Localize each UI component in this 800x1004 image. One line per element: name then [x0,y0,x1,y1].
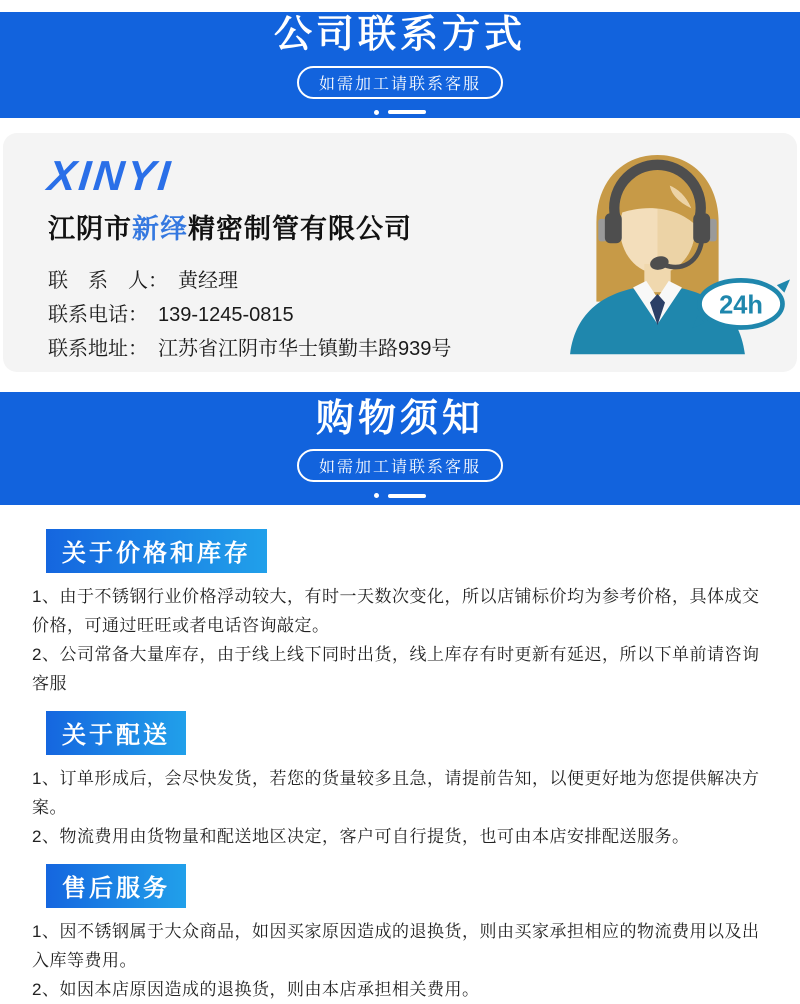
badge-text: 24h [719,291,763,320]
company-card [3,133,797,372]
section-paragraph: 1、因不锈钢属于大众商品，如因买家原因造成的退换货，则由买家承担相应的物流费用以及出入库等费用。 [32,922,760,970]
notice-content [0,505,800,1004]
contact-label: 联系电话： [48,304,148,326]
contact-value: 黄经理 [178,270,238,292]
dot-dash-decoration [374,493,426,498]
deco-dot [374,110,379,115]
page [0,12,800,999]
section-heading: 关于价格和库存 [46,529,267,573]
banner-title: 公司联系方式 [273,14,526,57]
section-heading: 关于配送 [46,711,186,755]
deco-dot [374,493,379,498]
deco-dash [388,494,426,498]
24h-badge [689,270,793,336]
company-name-highlight: 新绎 [132,214,188,244]
service-pill [297,66,503,99]
company-logo: XINYI [45,152,176,199]
company-name-suffix: 精密制管有限公司 [188,214,412,244]
service-pill [297,449,503,482]
contact-value: 139-1245-0815 [158,304,294,326]
pill-label: 如需加工请联系客服 [318,459,481,477]
notice-banner [0,392,800,505]
contact-label: 联 系 人： [48,270,168,292]
section-heading: 售后服务 [46,864,186,908]
contact-banner [0,12,800,118]
section-paragraph: 1、订单形成后，会尽快发货，若您的货量较多且急，请提前告知，以便更好地为您提供解决方案。 [32,769,760,817]
contact-label: 联系地址： [48,338,148,360]
section-paragraph: 2、物流费用由货物量和配送地区决定，客户可自行提货，也可由本店安排配送服务。 [32,827,690,846]
section-after-sales [32,864,772,1004]
contact-value: 江苏省江阴市华士镇勤丰路939号 [158,338,452,360]
company-name-prefix: 江阴市 [48,214,132,244]
deco-dash [388,110,426,114]
section-paragraph: 2、公司常备大量库存，由于线上线下同时出货，线上库存有时更新有延迟，所以下单前请咨询客服 [32,645,760,693]
section-paragraph: 1、由于不锈钢行业价格浮动较大，有时一天数次变化，所以店铺标价均为参考价格，具体成交价格，可通过旺旺或者电话咨询敲定。 [32,587,760,635]
section-price-stock [32,529,772,698]
24h-badge-icon [689,270,793,336]
banner-title: 购物须知 [315,397,484,440]
section-paragraph: 2、如因本店原因造成的退换货，则由本店承担相关费用。 [32,980,480,999]
section-delivery [32,711,772,851]
pill-label: 如需加工请联系客服 [318,75,481,93]
dot-dash-decoration [374,110,426,115]
